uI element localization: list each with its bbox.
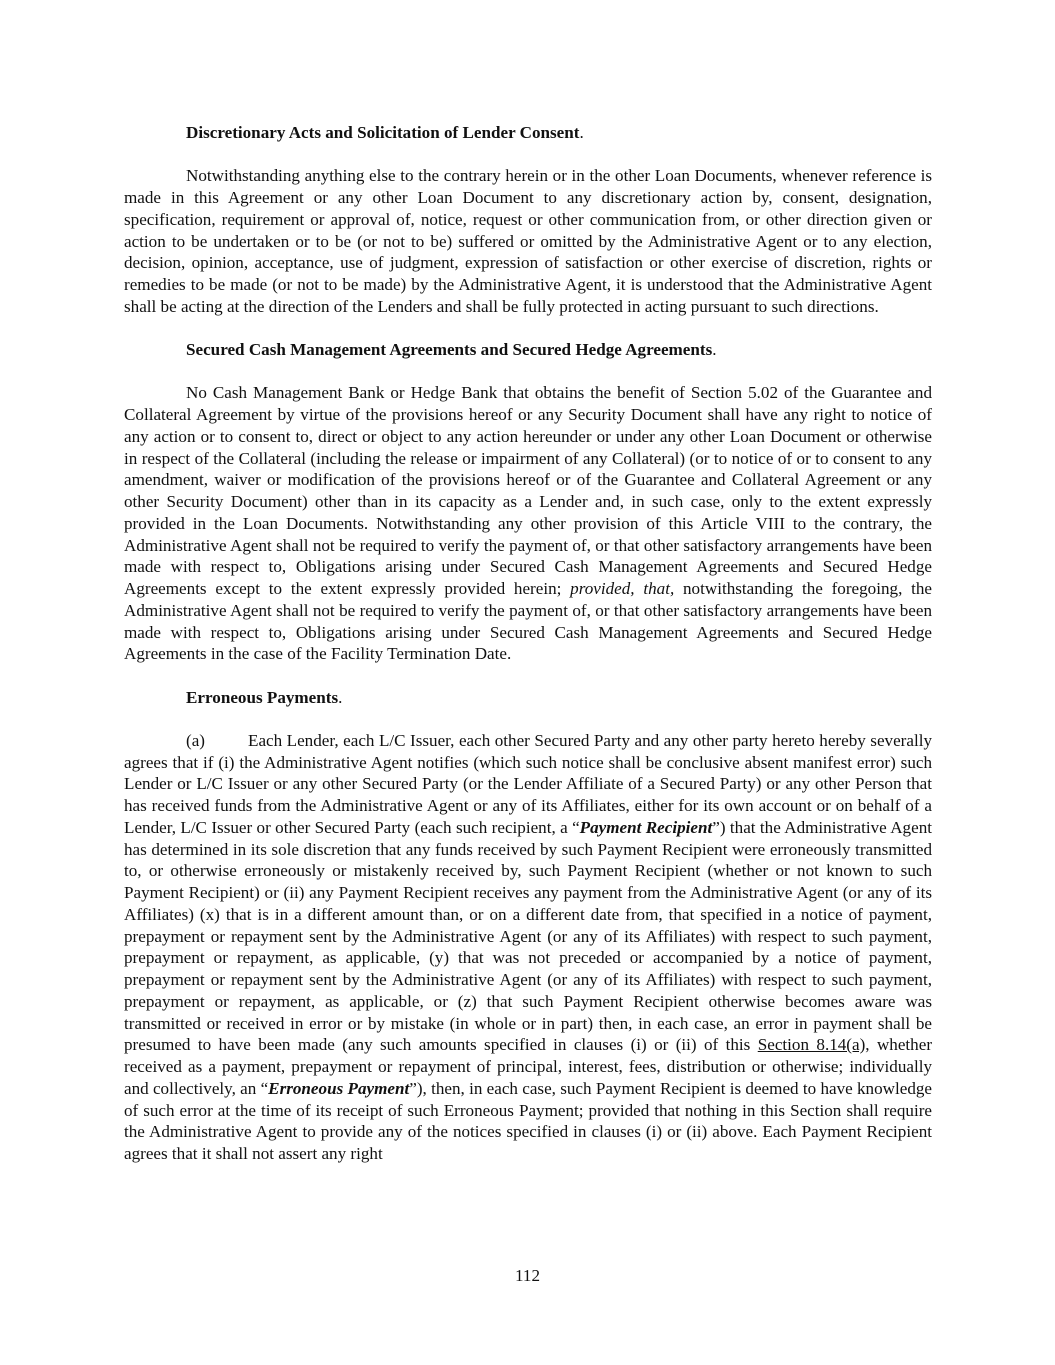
provided-that-italic: provided, that,	[570, 579, 675, 598]
document-page	[124, 122, 932, 1165]
section-heading-erroneous-payments: Erroneous Payments.	[186, 687, 343, 707]
defined-term-payment-recipient: Payment Recipient	[579, 817, 713, 837]
section-reference-8-14a: Section 8.14(a),	[757, 1035, 870, 1055]
paragraph-discretionary-acts: Notwithstanding anything else to the contrary herein or in the other Loan Documents, whenever reference is made in this Agreement or any other Loan Document to any discretionary action by, consent, designation, specification, requirement or approval of, notice, request or other communication from, or other direction given or action to be undertaken or to be (or not to be) suffered or omitted by the Administrative Agent or to any election, decision, opinion, acceptance, use of judgment, expression of satisfaction or other exercise of discretion, rights or remedies to be made (or not to be made) by the Administrative Agent, it is understood that the Administrative Agent shall be acting at the direction of the Lenders and shall be fully protected in acting pursuant to such directions.	[124, 166, 932, 316]
section-heading-secured-cash-management: Secured Cash Management Agreements and Secured Hedge Agreements.	[186, 340, 717, 359]
page-number: 112	[514, 1266, 540, 1285]
defined-term-erroneous-payment: Erroneous Payment	[268, 1078, 410, 1098]
clause-label: (a)	[186, 730, 205, 750]
paragraph-secured-cash-management: No Cash Management Bank or Hedge Bank that obtains the benefit of Section 5.02 of the Guarantee and Collateral Agreement by virtue of the provisions hereof or any Security Document shall have any right to notice of any action or to consent to, direct or object to any action hereunder or under any other Loan Document or otherwise in respect of the Collateral (including the release or impairment of any Collateral) (or to notice of or to consent to any amendment, waiver or modification of the provisions hereof or of the Guarantee and Collateral Agreement or any other Security Document) other than in its capacity as a Lender and, in such case, only to the extent expressly provided in the Loan Documents. Notwithstanding any other provision of this Article VIII to the contrary, the Administrative Agent shall not be required to verify the payment of, or that other satisfactory arrangements have been made with respect to, Obligations arising under Secured Cash Management Agreements and Secured Hedge Agreements except to the extent expressly provided herein; provided, that, notwithstanding the foregoing, the Administrative Agent shall not be required to verify the payment of, or that other satisfactory arrangements have been made with respect to, Obligations arising under Secured Cash Management Agreements and Secured Hedge Agreements in the case of the Facility Termination Date.	[124, 383, 933, 664]
paragraph-erroneous-payments-a: (a) Each Lender, each L/C Issuer, each other Secured Party and any other party hereto hereby severally agrees that if (i) the Administrative Agent notifies (which such notice shall be conclusive absent manifest error) such Lender or L/C Issuer or any other Secured Party (or the Lender Affiliate of a Secured Party) or any other Person that has received funds from the Administrative Agent or any of its Affiliates, either for its own account or on behalf of a Lender, L/C Issuer or other Secured Party (each such recipient, a “Payment Recipient”) that the Administrative Agent has determined in its sole discretion that any funds received by such Payment Recipient were erroneously transmitted to, or otherwise erroneously or mistakenly received by, such Payment Recipient (whether or not known to such Payment Recipient) or (ii) any Payment Recipient receives any payment from the Administrative Agent (or any of its Affiliates) (x) that is in a different amount than, or on a different date from, that specified in a notice of payment, prepayment or repayment sent by the Administrative Agent (or any of its Affiliates) with respect to such payment, prepayment or repayment, as applicable, (y) that was not preceded or accompanied by a notice of payment, prepayment or repayment sent by the Administrative Agent (or any of its Affiliates) with respect to such payment, prepayment or repayment, as applicable, or (z) that such Payment Recipient otherwise becomes aware was transmitted or received in error or by mistake (in whole or in part) then, in each case, an error in payment shall be presumed to have been made (any such amounts specified in clauses (i) or (ii) of this Section 8.14(a), whether received as a payment, prepayment or repayment of principal, interest, fees, distribution or otherwise; individually and collectively, an “Erroneous Payment”), then, in each case, such Payment Recipient is deemed to have knowledge of such error at the time of its receipt of such Erroneous Payment; provided that nothing in this Section shall require the Administrative Agent to provide any of the notices specified in clauses (i) or (ii) above. Each Payment Recipient agrees that it shall not assert any right	[124, 730, 933, 1163]
section-heading-discretionary-acts: Discretionary Acts and Solicitation of Lender Consent.	[186, 123, 584, 142]
